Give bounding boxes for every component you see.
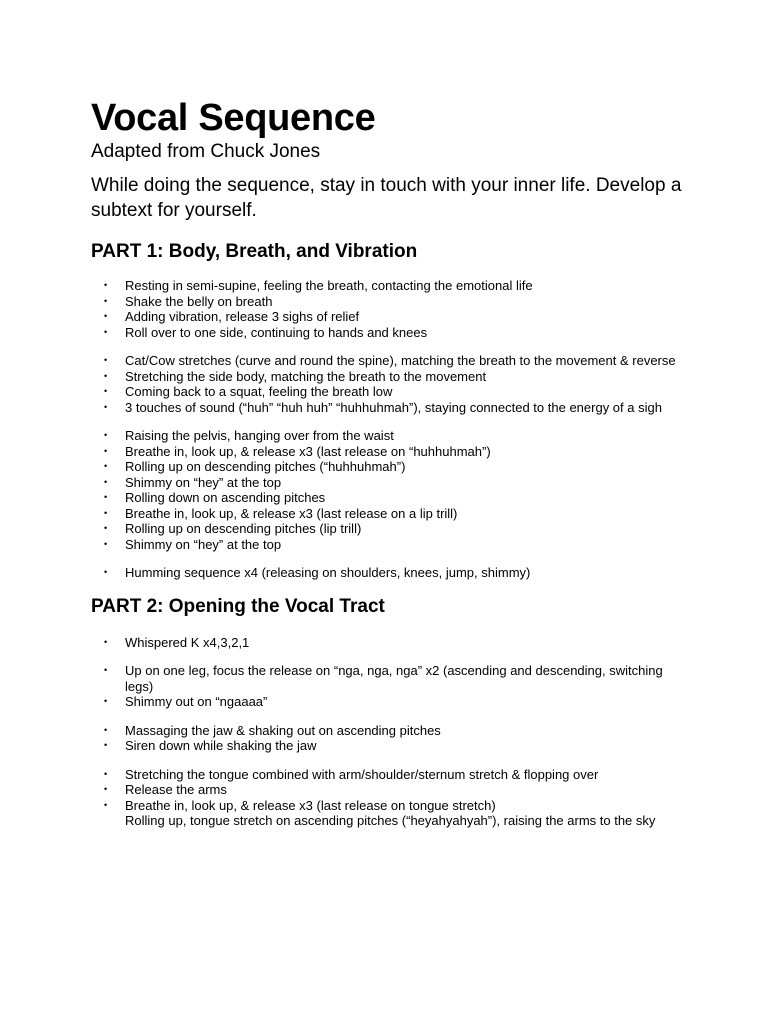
part-2-group-3 bbox=[91, 723, 691, 754]
list-item bbox=[91, 490, 685, 506]
part-2-group-4 bbox=[91, 767, 691, 829]
bullet-icon: • bbox=[104, 311, 108, 321]
document-page bbox=[91, 96, 691, 842]
list-item bbox=[91, 309, 685, 325]
list-item-text: Humming sequence x4 (releasing on shoulders, knees, jump, shimmy) bbox=[125, 565, 531, 580]
bullet-icon: • bbox=[104, 784, 108, 794]
list-item-text: Rolling down on ascending pitches bbox=[125, 490, 326, 505]
bullet-icon: • bbox=[104, 507, 108, 518]
bullet-icon: • bbox=[104, 567, 108, 577]
list-item bbox=[91, 428, 685, 444]
bullet-icon: • bbox=[104, 445, 108, 456]
bullet-icon: • bbox=[104, 523, 108, 533]
list-item-text: Shimmy on “hey” at the top bbox=[125, 474, 282, 490]
list-item-text: Rolling up, tongue stretch on ascending pitches (“heyahyahyah”), raising the arms to the sky bbox=[125, 813, 656, 828]
list-item bbox=[91, 663, 685, 694]
page-title: Vocal Sequence bbox=[91, 97, 376, 139]
part-2-group-2 bbox=[91, 663, 691, 710]
list-item-text: Shimmy out on “ngaaaa” bbox=[125, 694, 268, 709]
list-item-text: Roll over to one side, continuing to hands and knees bbox=[125, 324, 428, 340]
list-item bbox=[91, 694, 685, 710]
list-item bbox=[91, 738, 685, 754]
bullet-icon: • bbox=[104, 696, 108, 706]
list-item bbox=[91, 444, 685, 460]
bullet-icon: • bbox=[104, 636, 108, 647]
bullet-icon: • bbox=[104, 355, 108, 365]
part-1-group-1 bbox=[91, 278, 691, 340]
list-item-text: Stretching the tongue combined with arm/shoulder/sternum stretch & flopping over bbox=[125, 766, 599, 782]
part-2-heading: PART 2: Opening the Vocal Tract bbox=[91, 595, 385, 617]
list-item bbox=[91, 767, 685, 783]
list-item bbox=[91, 369, 685, 385]
list-item bbox=[91, 782, 685, 798]
list-item-text: Adding vibration, release 3 sighs of relief bbox=[125, 309, 360, 324]
part-2-group-1 bbox=[91, 635, 691, 651]
bullet-icon: • bbox=[104, 799, 108, 810]
list-item bbox=[91, 294, 685, 310]
part-1-group-4 bbox=[91, 565, 691, 581]
list-item-text: Massaging the jaw & shaking out on ascending pitches bbox=[125, 722, 441, 738]
list-item bbox=[91, 353, 685, 369]
list-item-text: Resting in semi-supine, feeling the breath, contacting the emotional life bbox=[125, 278, 533, 293]
part-1-group-3 bbox=[91, 428, 691, 552]
list-item-text: Shimmy on “hey” at the top bbox=[125, 536, 282, 552]
list-item-text: Up on one leg, focus the release on “nga, nga, nga” x2 (ascending and descending, switching legs) bbox=[125, 663, 663, 694]
part-1-group-2 bbox=[91, 353, 691, 415]
list-item bbox=[91, 278, 685, 294]
bullet-icon: • bbox=[104, 476, 108, 487]
list-item bbox=[91, 400, 685, 416]
list-item-text: Siren down while shaking the jaw bbox=[125, 738, 317, 753]
list-item bbox=[91, 537, 685, 553]
part-1-heading: PART 1: Body, Breath, and Vibration bbox=[91, 241, 418, 262]
list-item bbox=[91, 798, 685, 814]
list-item bbox=[91, 325, 685, 341]
list-item-text: Stretching the side body, matching the breath to the movement bbox=[125, 368, 487, 384]
list-item bbox=[91, 459, 685, 475]
list-item-text: Rolling up on descending pitches (“huhhuhmah”) bbox=[125, 459, 406, 474]
bullet-icon: • bbox=[104, 492, 108, 502]
bullet-icon: • bbox=[104, 280, 108, 290]
bullet-icon: • bbox=[104, 295, 108, 306]
list-item-text: Breathe in, look up, & release x3 (last release on a lip trill) bbox=[125, 505, 458, 521]
page-subtitle: Adapted from Chuck Jones bbox=[91, 141, 321, 162]
list-item bbox=[91, 635, 685, 651]
list-item bbox=[91, 813, 685, 829]
list-item bbox=[91, 521, 685, 537]
list-item-text: Release the arms bbox=[125, 782, 227, 797]
list-item bbox=[91, 565, 685, 581]
bullet-icon: • bbox=[104, 326, 108, 337]
list-item-text: Shake the belly on breath bbox=[125, 293, 273, 309]
bullet-icon: • bbox=[104, 740, 108, 750]
bullet-icon: • bbox=[104, 461, 108, 471]
bullet-icon: • bbox=[104, 386, 108, 396]
list-item-text: Whispered K x4,3,2,1 bbox=[125, 634, 250, 650]
list-item-text: Raising the pelvis, hanging over from the waist bbox=[125, 428, 394, 443]
bullet-icon: • bbox=[104, 768, 108, 779]
bullet-icon: • bbox=[104, 538, 108, 549]
bullet-icon: • bbox=[104, 401, 108, 412]
bullet-icon: • bbox=[104, 665, 108, 675]
bullet-icon: • bbox=[104, 370, 108, 381]
list-item bbox=[91, 506, 685, 522]
bullet-icon: • bbox=[104, 724, 108, 735]
list-item-text: Breathe in, look up, & release x3 (last release on tongue stretch) bbox=[125, 797, 496, 813]
list-item-text: Cat/Cow stretches (curve and round the spine), matching the breath to the movement & reverse bbox=[125, 353, 676, 368]
list-item-text: Breathe in, look up, & release x3 (last release on “huhhuhmah”) bbox=[125, 443, 491, 459]
list-item bbox=[91, 384, 685, 400]
list-item-text: Rolling up on descending pitches (lip trill) bbox=[125, 521, 362, 536]
list-item-text: 3 touches of sound (“huh” “huh huh” “huhhuhmah”), staying connected to the energy of a sigh bbox=[125, 399, 662, 415]
intro-text: While doing the sequence, stay in touch with your inner life. Develop a subtext for yourself. bbox=[91, 175, 682, 221]
list-item bbox=[91, 475, 685, 491]
list-item bbox=[91, 723, 685, 739]
list-item-text: Coming back to a squat, feeling the breath low bbox=[125, 384, 393, 399]
bullet-icon: • bbox=[104, 430, 108, 440]
